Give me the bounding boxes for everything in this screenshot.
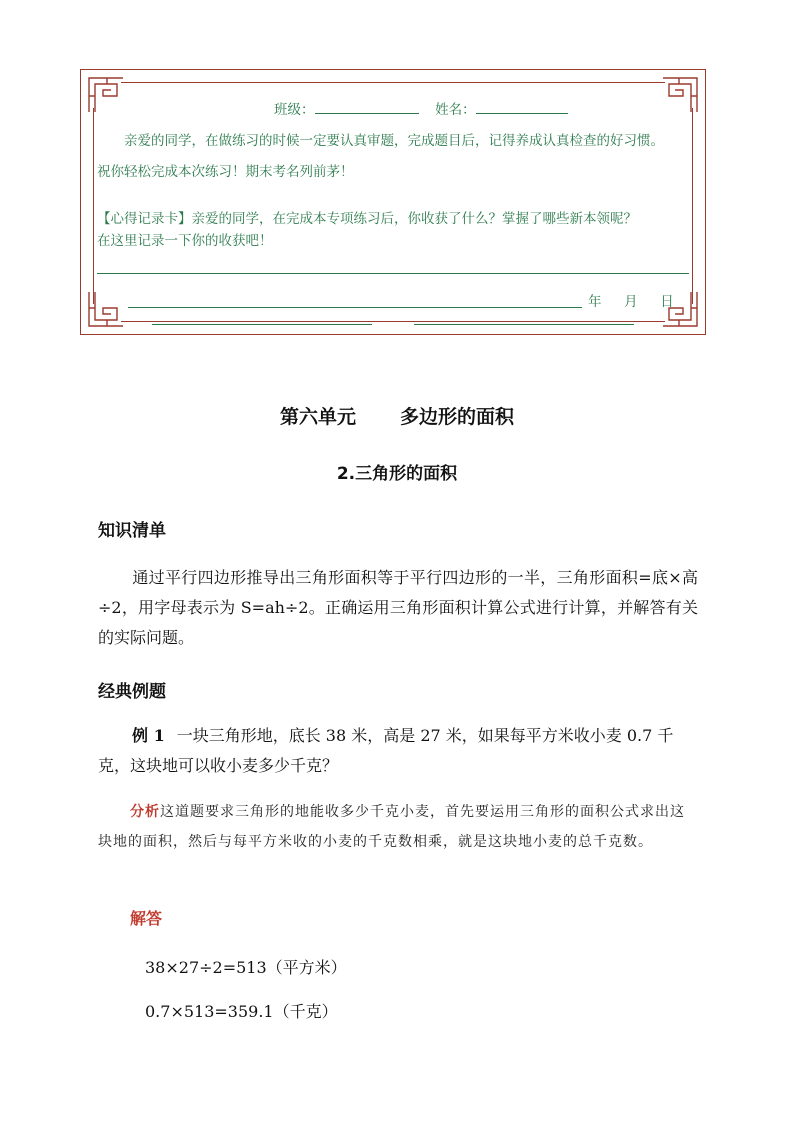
date-row — [588, 290, 674, 310]
solution-step-2: 0.7×513=359.1（千克） — [145, 1002, 338, 1021]
record-writing-line-2[interactable] — [128, 307, 582, 308]
corner-ornament-icon — [87, 290, 125, 328]
class-label: 班级： — [274, 102, 315, 118]
record-writing-line[interactable] — [97, 273, 689, 274]
frame-inner-top — [121, 82, 665, 83]
bottom-line-right — [414, 324, 634, 325]
section-title-examples: 经典例题 — [98, 682, 166, 702]
analysis-label: 分析 — [130, 804, 160, 820]
record-prompt-line-2: 在这里记录一下你的收获吧！ — [97, 233, 273, 249]
example-1-label: 例 1 — [132, 726, 165, 745]
name-label: 姓名： — [435, 102, 476, 118]
answer-label: 解答 — [130, 909, 163, 928]
example-1-text: 一块三角形地，底长 38 米，高是 27 米，如果每平方米收小麦 0.7 千克，这块地可以收小麦多少千克？ — [98, 726, 674, 775]
date-day: 日 — [660, 294, 674, 310]
corner-ornament-icon — [661, 76, 699, 114]
unit-heading — [0, 402, 794, 429]
analysis-text: 这道题要求三角形的地能收多少千克小麦，首先要运用三角形的面积公式求出这块地的面积，然后与每平方米收的小麦的千克数相乘，就是这块地小麦的总千克数。 — [98, 804, 685, 850]
class-name-row — [274, 98, 568, 118]
greeting-line-1: 亲爱的同学，在做练习的时候一定要认真审题，完成题目后，记得养成认真检查的好习惯。 — [124, 133, 664, 149]
solution-step-1: 38×27÷2=513（平方米） — [145, 958, 347, 977]
bottom-line-left — [152, 324, 372, 325]
frame-inner-right — [692, 108, 693, 304]
name-input-line[interactable] — [476, 99, 568, 114]
corner-ornament-icon — [87, 76, 125, 114]
date-year: 年 — [588, 294, 602, 310]
unit-number: 第六单元 — [279, 406, 356, 428]
date-month: 月 — [624, 294, 638, 310]
section-title-knowledge: 知识清单 — [98, 521, 166, 541]
frame-inner-bottom — [121, 321, 665, 322]
class-input-line[interactable] — [315, 99, 419, 114]
analysis-block — [98, 797, 698, 857]
record-prompt-line-1: 【心得记录卡】亲爱的同学，在完成本专项练习后，你收获了什么？掌握了哪些新本领呢？ — [97, 211, 637, 227]
knowledge-paragraph — [98, 563, 698, 653]
lesson-title: 2.三角形的面积 — [336, 464, 458, 484]
unit-title: 多边形的面积 — [400, 406, 515, 428]
knowledge-text: 通过平行四边形推导出三角形面积等于平行四边形的一半，三角形面积=底×高÷2，用字母表示为 S=ah÷2。正确运用三角形面积计算公式进行计算，并解答有关的实际问题。 — [98, 568, 698, 647]
frame-inner-left — [93, 108, 94, 304]
example-1 — [98, 721, 698, 781]
greeting-line-2: 祝你轻松完成本次练习！期末考名列前茅！ — [97, 164, 354, 180]
